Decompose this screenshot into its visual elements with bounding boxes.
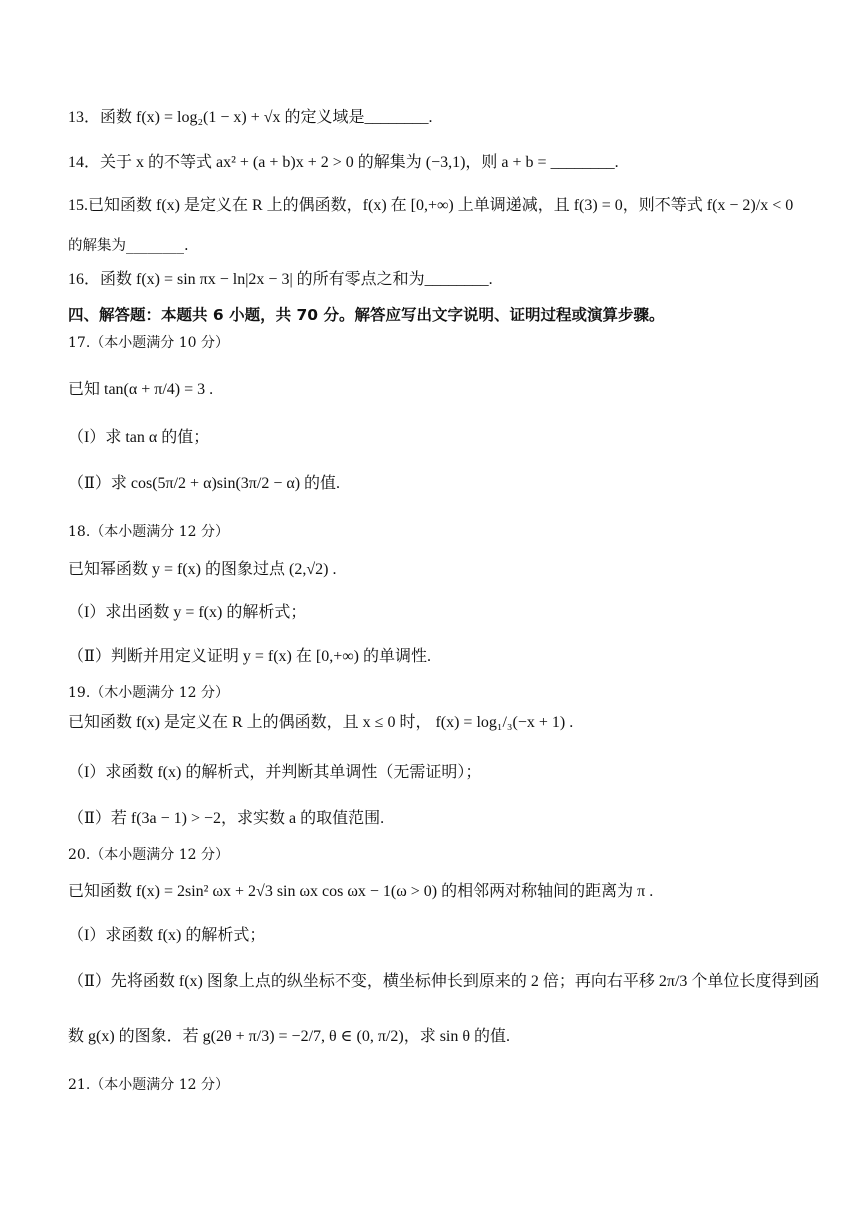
question-15-line-1: 15.已知函数 f(x) 是定义在 R 上的偶函数，f(x) 在 [0,+∞) 上单调递减，且 f(3) = 0，则不等式 f(x − 2)/x < 0 xyxy=(68,197,794,214)
question-17-stem: 已知 tan(α + π/4) = 3 . xyxy=(68,381,214,398)
question-18-part-2: （Ⅱ）判断并用定义证明 y = f(x) 在 [0,+∞) 的单调性. xyxy=(68,648,431,665)
question-20-part-2-cont: 数 g(x) 的图象．若 g(2θ + π/3) = −2/7, θ ∈ (0, π/2)，求 sin θ 的值. xyxy=(68,1028,511,1045)
question-17-header: 17.（本小题满分 10 分） xyxy=(68,335,229,351)
question-14: 14．关于 x 的不等式 ax² + (a + b)x + 2 > 0 的解集为 (−3,1)，则 a + b = ________. xyxy=(68,154,619,171)
question-15-line-2: 的解集为________. xyxy=(68,238,189,254)
question-19-header: 19.（木小题满分 12 分） xyxy=(68,685,229,701)
question-19-part-1: （I）求函数 f(x) 的解析式，并判断其单调性（无需证明）； xyxy=(68,764,482,781)
question-16: 16．函数 f(x) = sin πx − ln|2x − 3| 的所有零点之和为________. xyxy=(68,271,493,288)
question-20-stem: 已知函数 f(x) = 2sin² ωx + 2√3 sin ωx cos ωx − 1(ω > 0) 的相邻两对称轴间的距离为 π . xyxy=(68,883,654,900)
question-20-part-2: （Ⅱ）先将函数 f(x) 图象上点的纵坐标不变，横坐标伸长到原来的 2 倍；再向右平移 2π/3 个单位长度得到函 xyxy=(68,973,820,990)
question-18-part-1: （I）求出函数 y = f(x) 的解析式； xyxy=(68,604,307,621)
question-18-stem: 已知幂函数 y = f(x) 的图象过点 (2,√2) . xyxy=(68,561,337,578)
question-17-part-2: （Ⅱ）求 cos(5π/2 + α)sin(3π/2 − α) 的值. xyxy=(68,475,341,492)
question-19-part-2: （Ⅱ）若 f(3a − 1) > −2，求实数 a 的取值范围. xyxy=(68,810,385,827)
section-heading: 四、解答题：本题共 6 小题，共 70 分。解答应写出文字说明、证明过程或演算步骤。 xyxy=(68,306,665,324)
question-13: 13．函数 f(x) = log₂(1 − x) + √x 的定义域是________. xyxy=(68,109,433,126)
question-19-stem: 已知函数 f(x) 是定义在 R 上的偶函数，且 x ≤ 0 时， f(x) = log₁/₃(−x + 1) . xyxy=(68,714,574,731)
question-20-header: 20.（本小题满分 12 分） xyxy=(68,847,229,863)
question-17-part-1: （I）求 tan α 的值； xyxy=(68,429,210,446)
question-21-header: 21.（本小题满分 12 分） xyxy=(68,1077,229,1093)
question-20-part-1: （I）求函数 f(x) 的解析式； xyxy=(68,927,266,944)
question-18-header: 18.（本小题满分 12 分） xyxy=(68,524,229,540)
